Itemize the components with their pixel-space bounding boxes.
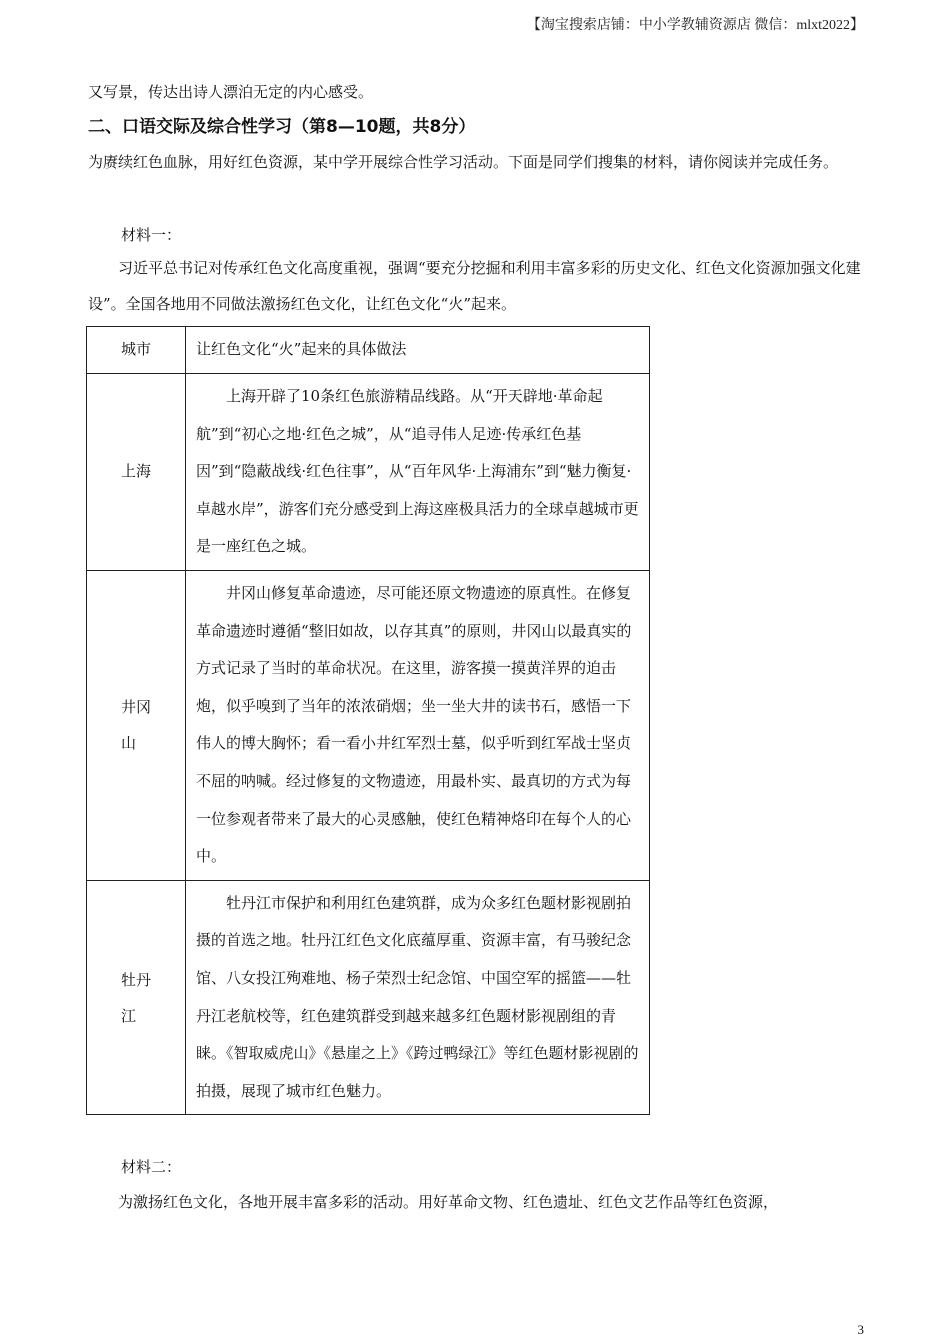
header-practice: 让红色文化“火”起来的具体做法 [186, 327, 650, 374]
material-two-text: 为激扬红色文化，各地开展丰富多彩的活动。用好革命文物、红色遗址、红色文艺作品等红色资源， [118, 1193, 779, 1211]
shop-header: 【淘宝搜索店铺：中小学教辅资源店 微信：mlxt2022】 [526, 18, 864, 33]
material-two-label: 材料二： [121, 1158, 182, 1176]
table-row [87, 374, 650, 571]
header-city: 城市 [87, 327, 186, 374]
task-paragraph: 为赓续红色血脉，用好红色资源，某中学开展综合性学习活动。下面是同学们搜集的材料，请你阅读并完成任务。 [88, 153, 839, 171]
page-number: 3 [857, 1322, 864, 1337]
intro-line: 又写景，传达出诗人漂泊无定的内心感受。 [88, 83, 374, 101]
practice-cell: 上海开辟了10条红色旅游精品线路。从“开天辟地·革命起航”到“初心之地·红色之城”，从“追寻伟人足迹·传承红色基因”到“隐蔽战线·红色往事”，从“百年风华·上海浦东”到“魅力衡复·卓越水岸”，游客们充分感受到上海这座极具活力的全球卓越城市更是一座红色之城。 [186, 374, 650, 571]
table-row [87, 880, 650, 1115]
practice-cell: 牡丹江市保护和利用红色建筑群，成为众多红色题材影视剧拍摄的首选之地。牡丹江红色文化底蕴厚重、资源丰富，有马骏纪念馆、八女投江殉难地、杨子荣烈士纪念馆、中国空军的摇篮——牡丹江老航校等，红色建筑群受到越来越多红色题材影视剧组的青睐。《智取威虎山》《悬崖之上》《跨过鸭绿江》等红色题材影视剧的拍摄，展现了城市红色魅力。 [186, 880, 650, 1115]
city-cell: 上海 [87, 374, 186, 571]
section-title: 二、口语交际及综合性学习（第8—10题，共8分） [88, 117, 476, 137]
city-cell: 井冈山 [121, 698, 152, 753]
table-row [87, 570, 650, 880]
practice-table [86, 326, 650, 1115]
city-cell: 牡丹江 [121, 970, 152, 1025]
practice-cell: 井冈山修复革命遗迹，尽可能还原文物遗迹的原真性。在修复革命遗迹时遵循“整旧如故，以存其真”的原则，井冈山以最真实的方式记录了当时的革命状况。在这里，游客摸一摸黄洋界的迫击炮，似乎嗅到了当年的浓浓硝烟；坐一坐大井的读书石，感悟一下伟人的博大胸怀；看一看小井红军烈士墓，似乎听到红军战士坚贞不屈的呐喊。经过修复的文物遗迹，用最朴实、最真切的方式为每一位参观者带来了最大的心灵感触，使红色精神烙印在每个人的心中。 [186, 570, 650, 880]
material-one-text: 习近平总书记对传承红色文化高度重视，强调“要充分挖掘和利用丰富多彩的历史文化、红色文化资源加强文化建设”。全国各地用不同做法激扬红色文化，让红色文化“火”起来。 [88, 259, 861, 313]
material-one-label: 材料一： [121, 226, 182, 244]
table-header-row [87, 327, 650, 374]
